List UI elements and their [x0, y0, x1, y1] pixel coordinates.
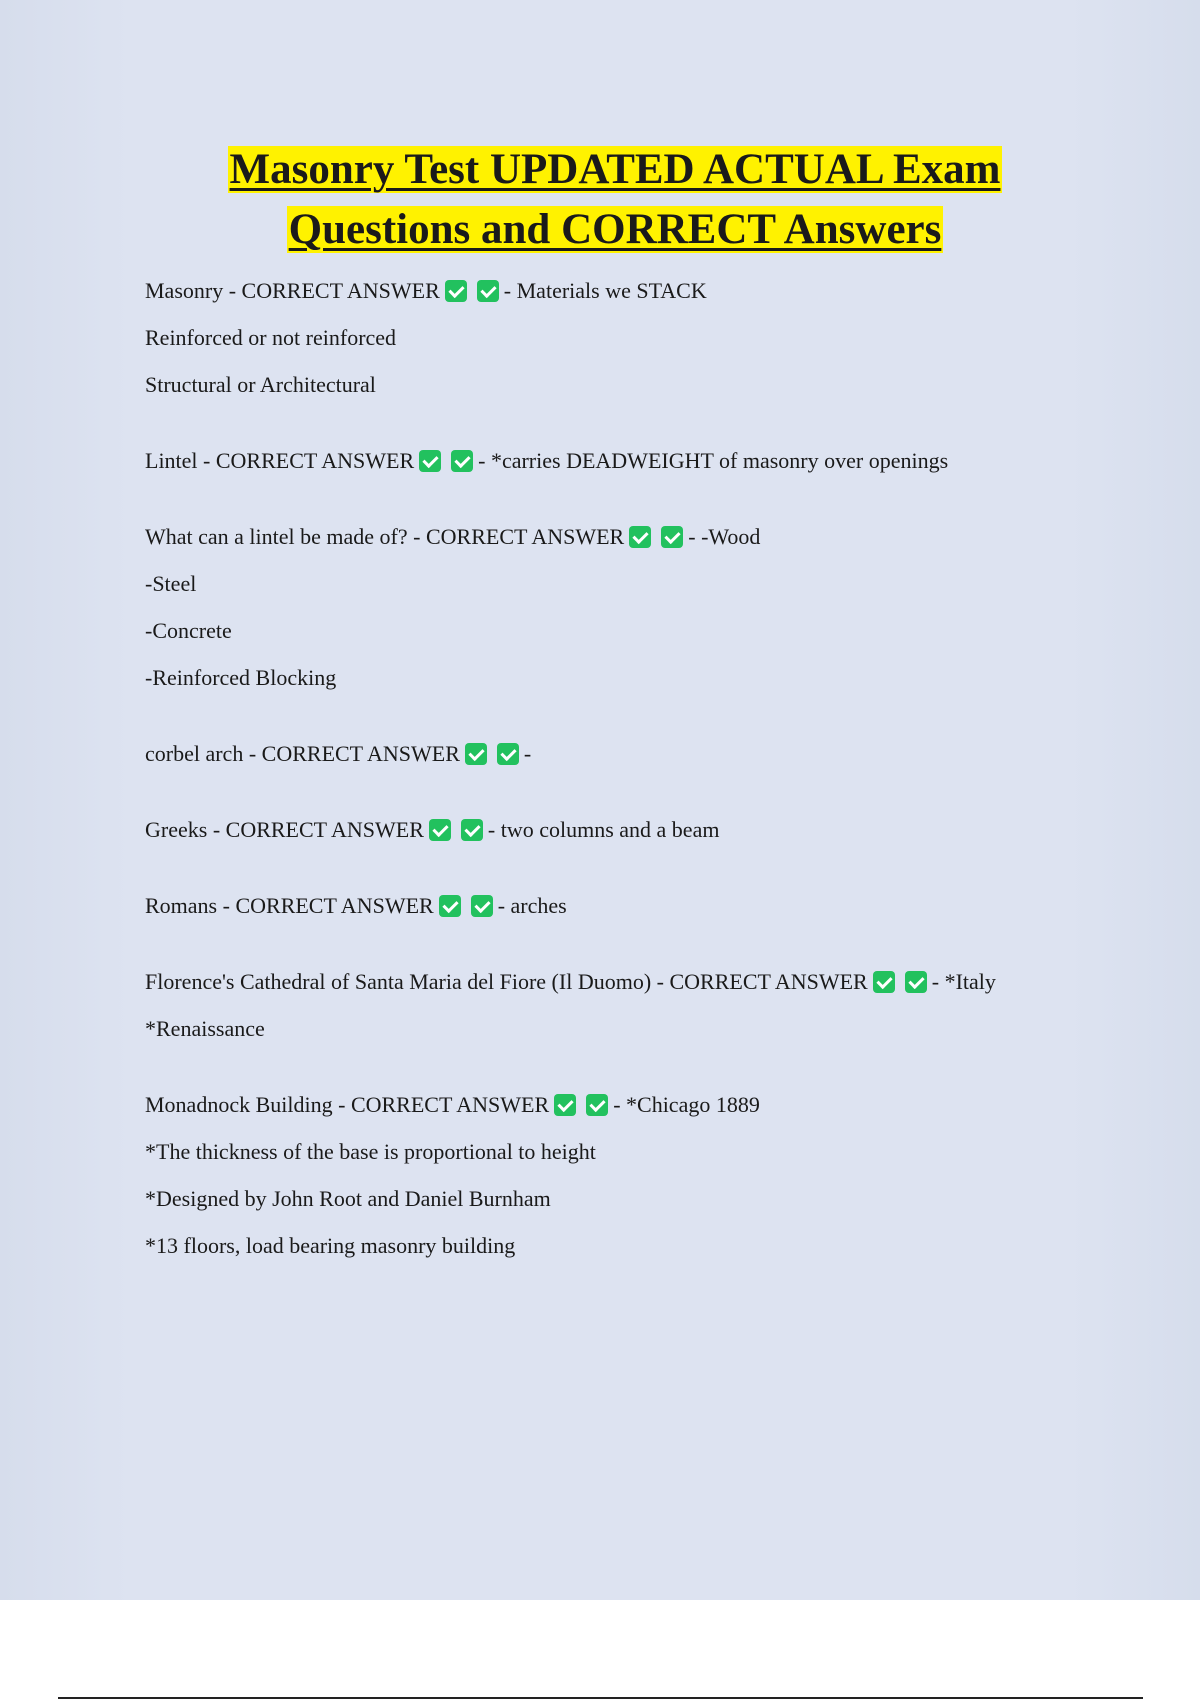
qa-first-line: Romans - CORRECT ANSWER - arches	[145, 893, 567, 918]
qa-item	[145, 278, 1145, 398]
question-text: corbel arch	[145, 741, 244, 766]
question-text: Greeks	[145, 817, 208, 842]
qa-first-line: corbel arch - CORRECT ANSWER -	[145, 741, 532, 766]
question-text: Monadnock Building	[145, 1092, 333, 1117]
check-mark-icon	[451, 450, 473, 472]
check-mark-icon	[429, 819, 451, 841]
check-mark-icon	[497, 743, 519, 765]
qa-first-line: Lintel - CORRECT ANSWER - *carries DEADWEIGHT of masonry over openings	[145, 448, 949, 473]
title-line-1: Masonry Test UPDATED ACTUAL Exam	[229, 146, 1001, 193]
question-text: Florence's Cathedral of Santa Maria del Fiore (Il Duomo)	[145, 969, 652, 994]
qa-item	[145, 969, 1145, 1042]
footer-divider	[58, 1697, 1143, 1699]
check-mark-icon	[419, 450, 441, 472]
question-text: Masonry	[145, 278, 224, 303]
answer-label: CORRECT ANSWER	[261, 741, 460, 766]
answer-continuation-line: Structural or Architectural	[145, 372, 376, 397]
answer-continuation-line: *Designed by John Root and Daniel Burnham	[145, 1186, 551, 1211]
title-line-2: Questions and CORRECT Answers	[288, 206, 942, 253]
answer-label: CORRECT ANSWER	[235, 893, 434, 918]
check-mark-icon	[477, 280, 499, 302]
page-left-shade	[0, 0, 130, 1600]
qa-first-line: Monadnock Building - CORRECT ANSWER - *Chicago 1889	[145, 1092, 760, 1117]
answer-continuation-line: *Renaissance	[145, 1016, 265, 1041]
document-title	[120, 140, 1110, 260]
question-text: Lintel	[145, 448, 198, 473]
question-text: What can a lintel be made of?	[145, 524, 408, 549]
answer-text: arches	[510, 893, 567, 918]
qa-item	[145, 741, 1145, 767]
check-mark-icon	[445, 280, 467, 302]
answer-text: Materials we STACK	[516, 278, 707, 303]
answer-continuation-line: Reinforced or not reinforced	[145, 325, 397, 350]
qa-first-line: What can a lintel be made of? - CORRECT ANSWER - -Wood	[145, 524, 761, 549]
answer-text: -Wood	[701, 524, 761, 549]
answer-continuation-line: *The thickness of the base is proportional to height	[145, 1139, 596, 1164]
qa-item	[145, 524, 1145, 691]
check-mark-icon	[905, 971, 927, 993]
qa-item	[145, 1092, 1145, 1259]
qa-first-line: Masonry - CORRECT ANSWER - Materials we STACK	[145, 278, 707, 303]
answer-label: CORRECT ANSWER	[215, 448, 415, 473]
check-mark-icon	[873, 971, 895, 993]
answer-label: CORRECT ANSWER	[241, 278, 440, 303]
answer-continuation-line: *13 floors, load bearing masonry building	[145, 1233, 516, 1258]
check-mark-icon	[461, 819, 483, 841]
qa-first-line: Florence's Cathedral of Santa Maria del Fiore (Il Duomo) - CORRECT ANSWER - *Italy	[145, 969, 996, 994]
check-mark-icon	[629, 526, 651, 548]
check-mark-icon	[471, 895, 493, 917]
check-mark-icon	[465, 743, 487, 765]
answer-continuation-line: -Concrete	[145, 618, 232, 643]
answer-text: *Chicago 1889	[626, 1092, 760, 1117]
question-answer-list	[145, 278, 1145, 1309]
qa-item	[145, 817, 1145, 843]
qa-first-line: Greeks - CORRECT ANSWER - two columns and a beam	[145, 817, 720, 842]
check-mark-icon	[439, 895, 461, 917]
check-mark-icon	[554, 1094, 576, 1116]
qa-item	[145, 448, 1145, 474]
check-mark-icon	[586, 1094, 608, 1116]
answer-label: CORRECT ANSWER	[225, 817, 424, 842]
check-mark-icon	[661, 526, 683, 548]
question-text: Romans	[145, 893, 218, 918]
answer-continuation-line: -Steel	[145, 571, 197, 596]
answer-text: *carries DEADWEIGHT of masonry over openings	[490, 448, 949, 473]
qa-item	[145, 893, 1145, 919]
answer-label: CORRECT ANSWER	[669, 969, 868, 994]
answer-text: *Italy	[944, 969, 996, 994]
answer-label: CORRECT ANSWER	[425, 524, 625, 549]
answer-label: CORRECT ANSWER	[350, 1092, 550, 1117]
answer-text: two columns and a beam	[500, 817, 720, 842]
answer-continuation-line: -Reinforced Blocking	[145, 665, 337, 690]
